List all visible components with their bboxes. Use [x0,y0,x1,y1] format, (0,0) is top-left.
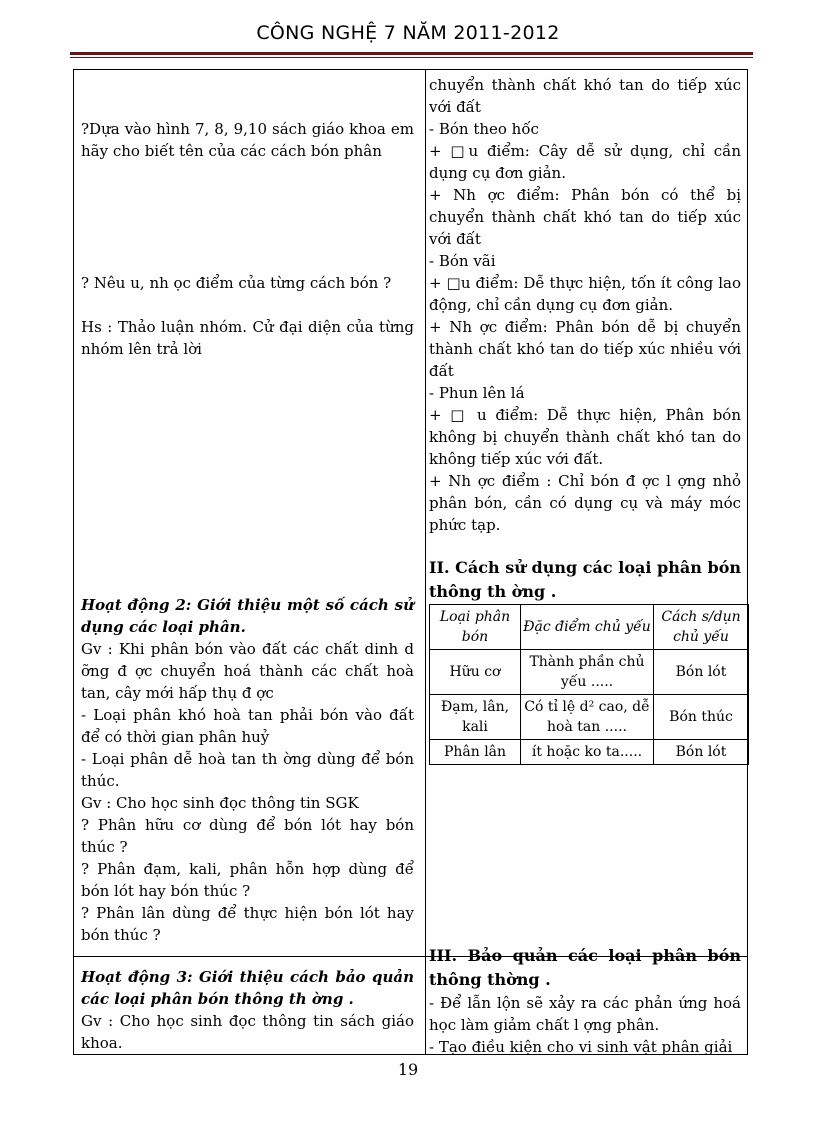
activity-2-line: Gv : Cho học sinh đọc thông tin SGK [81,794,359,812]
activity-2-line: ? Phân lân dùng để thực hiện bón lót hay bón thúc ? [81,904,414,944]
fertilizer-methods-list [429,74,741,536]
table-cell: Hữu cơ [430,650,521,695]
header-rule-thin [70,57,753,58]
table-cell: Bón thúc [654,695,749,740]
method-line: - Phun lên lá [429,384,525,402]
table-cell: Phân lân [430,740,521,765]
storage-notes [429,992,741,1058]
activity-2-line: ? Phân đạm, kali, phân hỗn hợp dùng để bón lót hay bón thúc ? [81,860,414,900]
activity-2-line: - Loại phân khó hoà tan phải bón vào đất để có thời gian phân huỷ [81,706,414,746]
table-cell: Có tỉ lệ d² cao, dễ hoà tan ..... [521,695,654,740]
section-2-title: II. Cách sử dụng các loại phân bón thông th ờng . [429,558,741,601]
table-cell: Thành phần chủ yếu ..... [521,650,654,695]
table-header-cell: Loại phân bón [430,605,521,650]
storage-line: - Tạo điều kiện cho vi sinh vật phân giải [429,1038,733,1056]
header-rule-thick [70,52,753,55]
table-cell: ít hoặc ko ta..... [521,740,654,765]
method-line: chuyển thành chất khó tan do tiếp xúc với đất [429,76,741,116]
method-line: + Nh ợc điểm: Phân bón dễ bị chuyển thành chất khó tan do tiếp xúc nhiều với đất [429,318,741,380]
activity-3-line: Gv : Cho học sinh đọc thông tin sách giáo khoa. [81,1012,414,1052]
table-header-cell: Cách s/dụn chủ yếu [654,605,749,650]
page-number: 19 [397,1060,419,1079]
table-header-row [430,605,749,650]
activity-2-line: Gv : Khi phân bón vào đất các chất dinh d ỡng đ ợc chuyển hoá thành các chất hoà tan, cây mới hấp thụ đ ợc [81,640,414,702]
lesson-table [73,69,748,1055]
question-fertilizer-methods: ?Dựa vào hình 7, 8, 9,10 sách giáo khoa em hãy cho biết tên của các cách bón phân [81,120,414,160]
fertilizer-usage-table [429,604,749,765]
method-line: - Bón theo hốc [429,120,539,138]
table-row [430,740,749,765]
activity-2-block [81,594,414,946]
activity-3-block [81,966,414,1054]
activity-2-line: - Loại phân dễ hoà tan th ờng dùng để bón thúc. [81,750,414,790]
storage-line: - Để lẫn lộn sẽ xảy ra các phản ứng hoá học làm giảm chất l ợng phân. [429,994,741,1034]
activity-2-line: ? Phân hữu cơ dùng để bón lót hay bón thúc ? [81,816,414,856]
page-header-title: CÔNG NGHỆ 7 NĂM 2011-2012 [256,22,560,44]
table-header-cell: Đặc điểm chủ yếu [521,605,654,650]
section-3-title: III. Bảo quản các loại phân bón thông thờng . [429,946,741,989]
method-line: + □u điểm: Cây dễ sử dụng, chỉ cần dụng cụ đơn giản. [429,142,741,182]
student-group-discussion: Hs : Thảo luận nhóm. Cử đại diện của từng nhóm lên trả lời [81,318,414,358]
question-pros-cons: ? Nêu u, nh ọc điểm của từng cách bón ? [81,274,392,292]
table-cell: Đạm, lân, kali [430,695,521,740]
activity-2-title: Hoạt động 2: Giới thiệu một số cách sử dụng các loại phân. [81,596,414,636]
activity-3-title: Hoạt động 3: Giới thiệu cách bảo quản các loại phân bón thông th ờng . [81,968,414,1008]
method-line: + □u điểm: Dễ thực hiện, tốn ít công lao động, chỉ cần dụng cụ đơn giản. [429,274,741,314]
method-line: + Nh ợc điểm : Chỉ bón đ ợc l ợng nhỏ phân bón, cần có dụng cụ và máy móc phức tạp. [429,472,741,534]
column-divider [425,70,426,1054]
method-line: - Bón vãi [429,252,496,270]
method-line: + □ u điểm: Dễ thực hiện, Phân bón không bị chuyển thành chất khó tan do không tiếp xúc với đất. [429,406,741,468]
method-line: + Nh ợc điểm: Phân bón có thể bị chuyển thành chất khó tan do tiếp xúc với đất [429,186,741,248]
table-row [430,650,749,695]
table-cell: Bón lót [654,740,749,765]
table-row [430,695,749,740]
table-cell: Bón lót [654,650,749,695]
